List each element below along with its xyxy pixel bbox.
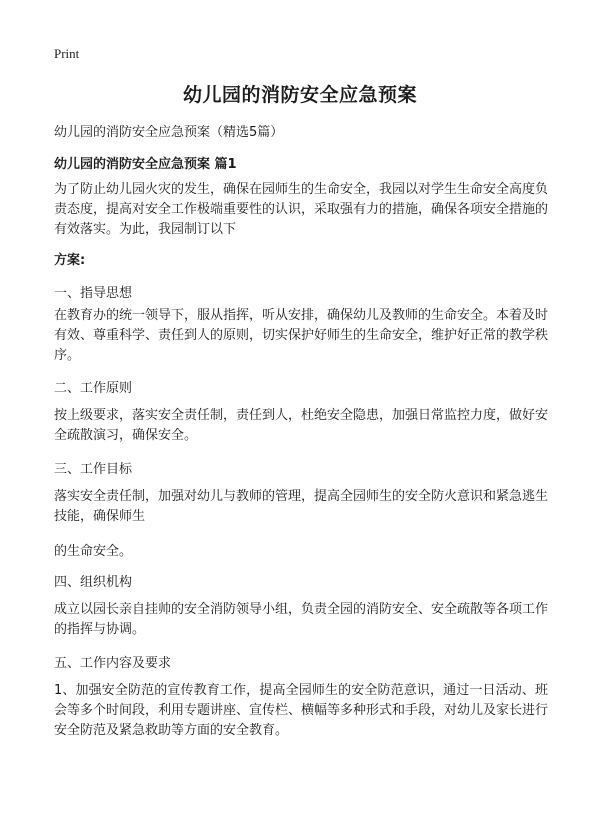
item-text-principles: 按上级要求，落实安全责任制，责任到人，杜绝安全隐患，加强日常监控力度，做好安全疏散演习，确保安全。 xyxy=(54,408,549,443)
item-heading-requirements: 五、工作内容及要求 xyxy=(54,656,172,671)
item-heading-organization: 四、组织机构 xyxy=(54,575,133,590)
item-heading-principles: 二、工作原则 xyxy=(54,381,133,396)
intro-paragraph: 为了防止幼儿园火灾的发生，确保在园师生的生命安全，我园以对学生生命安全高度负责态度，提高对安全工作极端重要性的认识，采取强有力的措施，确保各项安全措施的有效落实。为此，我园制订以下 xyxy=(54,182,549,237)
item-text-goals-continued: 的生命安全。 xyxy=(54,544,133,559)
item-text-organization: 成立以园长亲自挂帅的安全消防领导小组，负责全园的消防安全、安全疏散等各项工作的指挥与协调。 xyxy=(54,602,549,637)
item-text-requirements: 1、加强安全防范的宣传教育工作，提高全园师生的安全防范意识，通过一日活动、班会等多个时间段，利用专题讲座、宣传栏、横幅等多种形式和手段，对幼儿及家长进行安全防范及紧急救助等方面的安全教育。 xyxy=(54,683,549,738)
plan-label: 方案: xyxy=(54,253,86,268)
page-title: 幼儿园的消防安全应急预案 xyxy=(182,84,417,106)
section-heading: 幼儿园的消防安全应急预案 篇1 xyxy=(54,157,237,172)
document-subtitle: 幼儿园的消防安全应急预案（精选5篇） xyxy=(54,125,284,140)
item-heading-goals: 三、工作目标 xyxy=(54,462,133,477)
item-text-guiding: 在教育办的统一领导下，服从指挥，听从安排，确保幼儿及教师的生命安全。本着及时有效、尊重科学、责任到人的原则，切实保护好师生的生命安全，维护好正常的教学秩序。 xyxy=(54,308,549,363)
print-link[interactable]: Print xyxy=(54,46,80,61)
item-text-goals: 落实安全责任制，加强对幼儿与教师的管理，提高全园师生的安全防火意识和紧急逃生技能，确保师生 xyxy=(54,489,549,524)
item-heading-guiding: 一、指导思想 xyxy=(54,286,133,301)
